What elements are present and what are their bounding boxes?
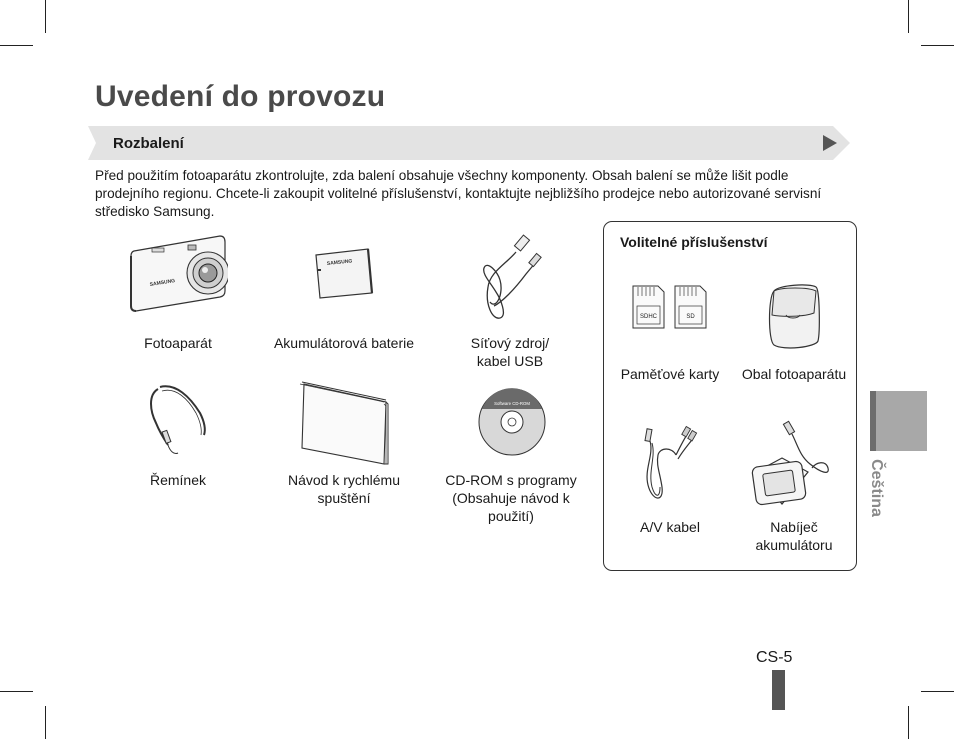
optional-accessories-title: Volitelné příslušenství xyxy=(620,234,768,250)
crop-mark xyxy=(921,45,954,46)
language-label: Čeština xyxy=(868,459,885,517)
item-label-cdrom xyxy=(436,471,586,525)
memory-cards-icon xyxy=(630,284,714,330)
item-label-av-cable: A/V kabel xyxy=(640,519,700,535)
battery-icon xyxy=(314,245,374,300)
language-tab xyxy=(862,458,890,518)
page-number-bar xyxy=(772,670,785,710)
card-label-sd: SD xyxy=(686,314,695,320)
crop-mark xyxy=(908,706,909,739)
label-line: Nabíječ xyxy=(770,519,818,535)
item-label-battery-charger xyxy=(734,518,854,554)
item-label-manual xyxy=(264,471,424,507)
page-number: CS-5 xyxy=(756,649,793,666)
section-bar xyxy=(88,126,850,160)
strap-icon xyxy=(146,383,211,458)
label-line: použití) xyxy=(488,508,534,524)
item-label-camera-case: Obal fotoaparátu xyxy=(741,366,847,382)
crop-mark xyxy=(921,691,954,692)
label-line: CD-ROM s programy xyxy=(445,472,577,488)
card-label-sdhc: SDHC xyxy=(639,314,658,320)
label-line: kabel USB xyxy=(476,353,544,369)
usb-cable-icon xyxy=(470,232,550,327)
label-line: Síťový zdroj/ xyxy=(470,335,550,351)
label-line: akumulátoru xyxy=(755,537,833,553)
label-line: Návod k rychlému xyxy=(287,472,401,488)
crop-mark xyxy=(45,706,46,739)
crop-mark xyxy=(908,0,909,33)
camera-icon xyxy=(128,233,228,313)
manual-icon xyxy=(298,378,393,468)
label-line: spuštění xyxy=(317,490,371,506)
camera-case-icon xyxy=(764,283,824,351)
intro-paragraph: Před použitím fotoaparátu zkontrolujte, zda balení obsahuje všechny komponenty. Obsah balení se může lišit podle prodejního regionu. Chcete-li zakoupit volitelné příslušenství, kontaktujte nejbližšího prodejce nebo autorizované servisní středisko Samsung. xyxy=(95,168,822,219)
crop-mark xyxy=(0,691,33,692)
crop-mark xyxy=(0,45,33,46)
item-label-battery: Akumulátorová baterie xyxy=(273,335,415,351)
cd-label: Software CD-ROM xyxy=(494,401,530,406)
item-label-camera: Fotoaparát xyxy=(144,335,212,351)
battery-brand: SAMSUNG xyxy=(326,258,353,267)
item-label-memory-cards: Paměťové karty xyxy=(620,366,720,382)
section-heading: Rozbalení xyxy=(113,135,184,152)
item-label-usb-cable xyxy=(440,334,580,370)
language-tab-block xyxy=(876,391,927,451)
label-line: (Obsahuje návod k xyxy=(452,490,570,506)
item-label-strap: Řemínek xyxy=(149,472,207,488)
av-cable-icon xyxy=(638,425,700,507)
crop-mark xyxy=(45,0,46,33)
camera-brand: SAMSUNG xyxy=(149,278,176,288)
battery-charger-icon xyxy=(750,418,836,508)
page-title: Uvedení do provozu xyxy=(95,80,386,113)
cdrom-icon xyxy=(477,387,547,457)
